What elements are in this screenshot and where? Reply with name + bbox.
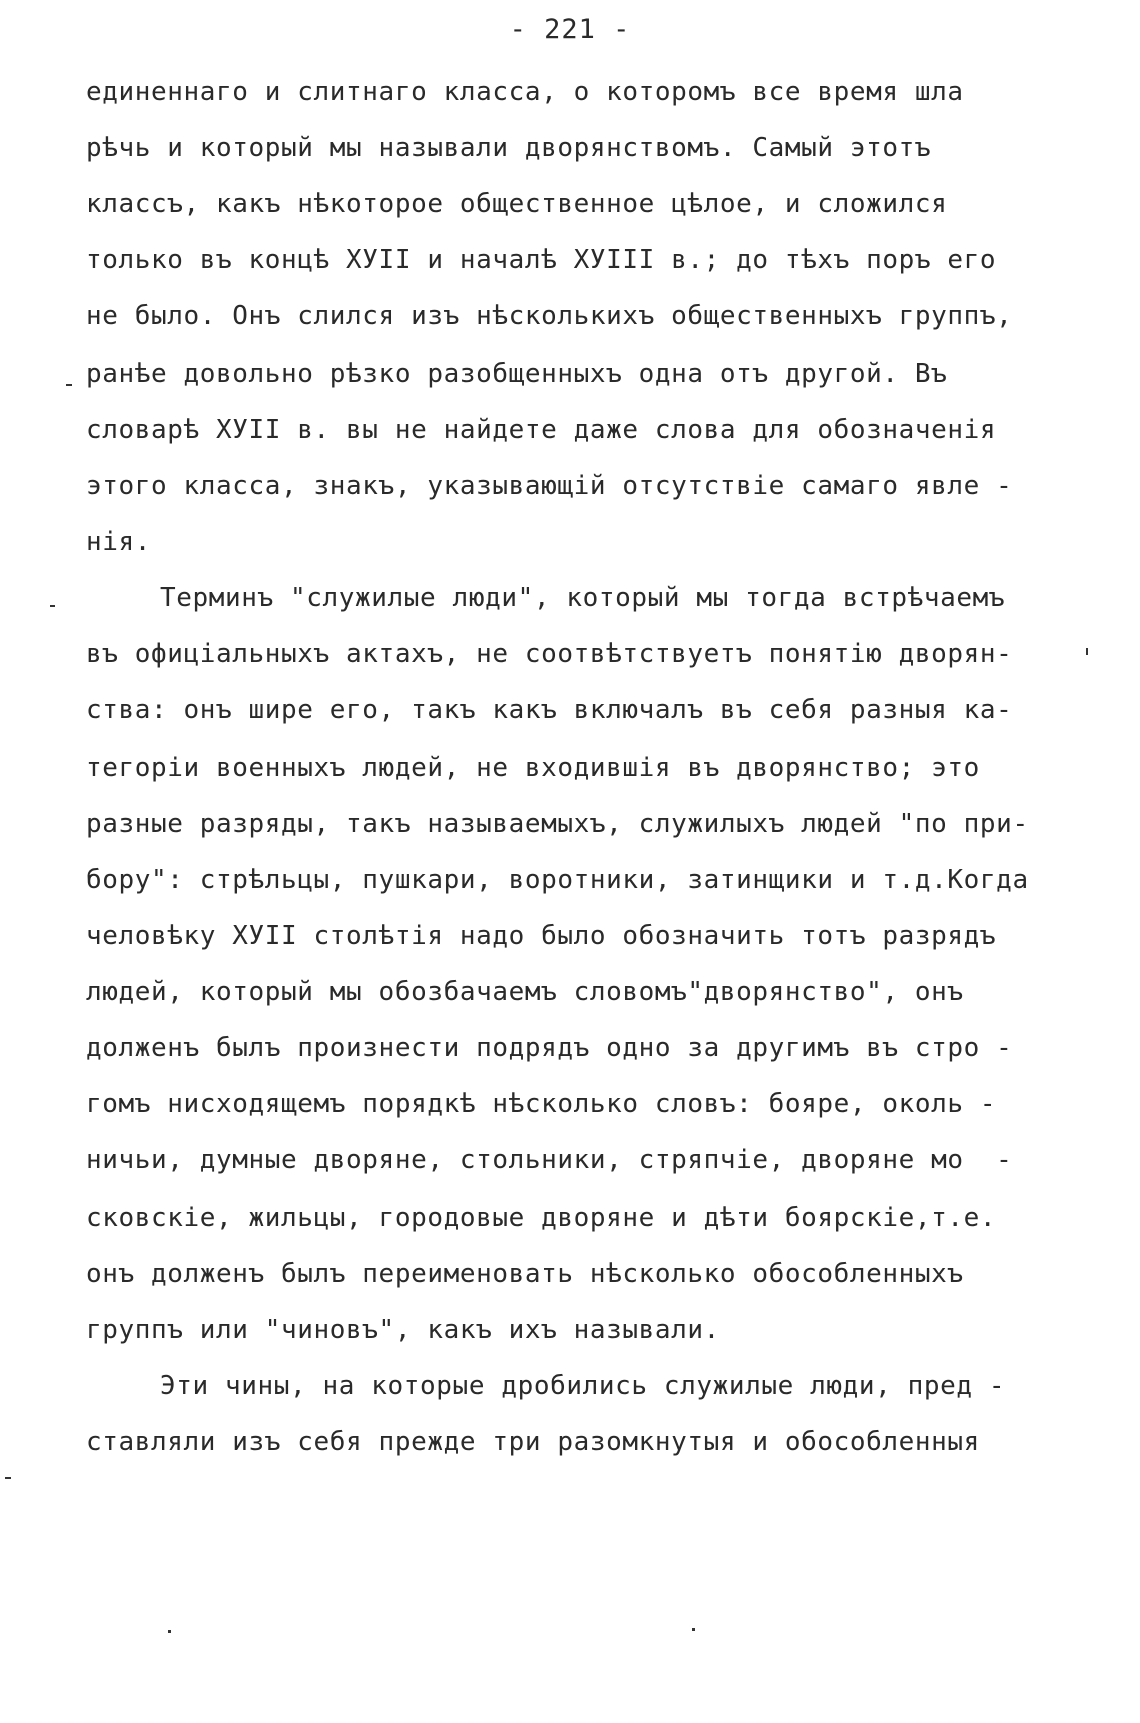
scan-speck	[1086, 648, 1088, 655]
text-line: группъ или "чиновъ", какъ ихъ называли.	[86, 1315, 720, 1345]
text-line: тегоріи военныхъ людей, не вxодившія въ дворянство; это	[86, 753, 980, 783]
text-line: бору": стрѣльцы, пушкари, воротники, затинщики и т.д.Когда	[86, 865, 1029, 895]
text-line: ставляли изъ себя прежде три разомкнутыя и обособленныя	[86, 1427, 980, 1457]
scan-speck	[5, 1477, 11, 1479]
text-line: классъ, какъ нѣкоторое общественное цѣлое, и сложился	[86, 189, 948, 219]
text-line: не было. Онъ слился изъ нѣсколькихъ общественныхъ группъ,	[86, 301, 1013, 331]
text-line: долженъ былъ произнести подрядъ одно за другимъ въ стро -	[86, 1033, 1013, 1063]
text-line: въ офиціальныхъ актахъ, не соотвѣтствуетъ понятію дворян-	[86, 639, 1013, 669]
scan-speck	[50, 605, 55, 607]
text-line: разные разряды, такъ называемыхъ, служилыхъ людей "по при-	[86, 809, 1029, 839]
text-line: рѣчь и который мы называли дворянствомъ. Самый этотъ	[86, 133, 932, 163]
text-line: этого класса, знакъ, указывающій отсутствіе самаго явле -	[86, 471, 1013, 501]
text-line: сковскіе, жильцы, городовые дворяне и дѣти боярскіе,т.е.	[86, 1203, 997, 1233]
text-line: людей, который мы обозбачаемъ словомъ"дворянство", онъ	[86, 977, 964, 1007]
scan-speck	[692, 1628, 695, 1631]
text-line: ранѣе довольно рѣзко разобщенныхъ одна отъ другой. Въ	[86, 359, 948, 389]
text-line: гомъ нисходящемъ порядкѣ нѣсколько словъ: бояре, околь -	[86, 1089, 997, 1119]
text-line: человѣку XУII столѣтія надо было обозначить тотъ разрядъ	[86, 921, 997, 951]
text-line: ства: онъ шире его, такъ какъ включалъ въ себя разныя ка-	[86, 695, 1013, 725]
text-line: ничьи, думные дворяне, стольники, стряпчіе, дворяне мо -	[86, 1145, 1013, 1175]
paragraph-start-line: Эти чины, на которые дробились служилые люди, пред -	[160, 1371, 1006, 1401]
paragraph-start-line: Терминъ "служилые люди", который мы тогда встрѣчаемъ	[160, 583, 1006, 613]
text-line: словарѣ XУII в. вы не найдете даже слова для обозначенія	[86, 415, 997, 445]
scan-speck	[168, 1630, 171, 1633]
text-line: нія.	[86, 527, 152, 557]
page-number: - 221 -	[509, 14, 631, 45]
text-line: единеннаго и слитнаго класса, о которомъ все время шла	[86, 77, 964, 107]
text-line: только въ концѣ XУII и началѣ XУIII в.; до тѣхъ поръ его	[86, 245, 997, 275]
scan-speck	[66, 384, 72, 386]
text-line: онъ долженъ былъ переименовать нѣсколько обособленныхъ	[86, 1259, 964, 1289]
